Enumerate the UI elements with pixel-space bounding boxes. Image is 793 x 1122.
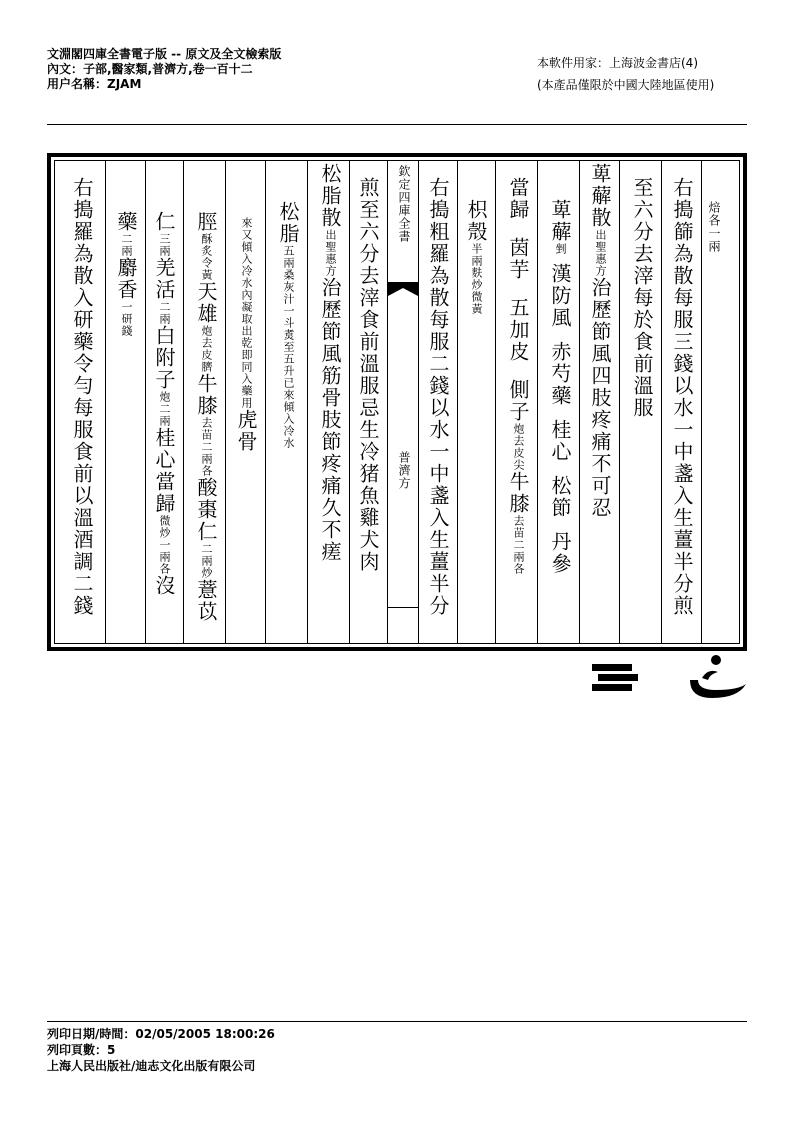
annotation-note: 焙各一兩 (707, 201, 721, 253)
column-text: 桂心 (152, 427, 176, 471)
column-text: 牛膝 (506, 471, 530, 515)
header-right (537, 52, 714, 96)
column-text: 側子 (506, 379, 530, 423)
header-divider (47, 124, 747, 125)
text-column-3 (147, 161, 183, 643)
column-text: 萆薢 (548, 199, 572, 243)
column-text: 天雄 (194, 281, 218, 325)
annotation-note: 去苗二兩各 (200, 417, 213, 477)
annotation-note: 一研錢 (120, 301, 133, 337)
column-rule (349, 161, 350, 643)
text-column-12 (539, 161, 579, 643)
text-column-2 (107, 161, 145, 643)
column-text: 桂心 (548, 419, 572, 463)
column-text: 羌活 (152, 257, 176, 301)
column-rule (661, 161, 662, 643)
column-text: 脛 (194, 211, 218, 233)
text-column-13 (581, 161, 619, 643)
annotation-note: 五兩桑灰汁一斗煑至五升已來傾入冷水 (282, 245, 295, 449)
header-username: 用户名稱：ZJAM (47, 77, 142, 91)
column-rule (145, 161, 146, 643)
column-text: 右搗羅為散入研藥令勻每服食前以溫酒調二錢 (70, 177, 94, 617)
column-text: 薏苡 (194, 579, 218, 623)
annotation-note: 剉 (554, 243, 567, 255)
center-fold-band (387, 161, 419, 643)
column-text: 萆薢散 (588, 163, 612, 229)
column-text: 松脂 (276, 201, 300, 245)
annotation-note: 微炒一兩各 (158, 515, 171, 575)
annotation-note: 二兩 (158, 301, 171, 325)
text-column-1 (61, 161, 101, 643)
text-column-10 (459, 161, 495, 643)
column-text: 仁 (152, 211, 176, 233)
text-column-16 (703, 161, 733, 643)
column-rule (183, 161, 184, 643)
column-text: 酸棗仁 (194, 477, 218, 543)
fish-tail-mark (388, 281, 418, 295)
column-text: 右搗篩為散每服三錢以水一中盞入生薑半分煎 (670, 177, 694, 617)
text-column-5 (227, 161, 265, 643)
annotation-note: 來又傾入冷水內凝取出乾即同入藥用 (240, 217, 253, 409)
column-text: 枳殼 (464, 199, 488, 243)
column-text: 牛膝 (194, 373, 218, 417)
column-text: 赤芍藥 (548, 341, 572, 407)
publisher-logo-icon (590, 650, 750, 704)
text-column-7 (309, 161, 349, 643)
column-text: 茵芋 (506, 237, 530, 281)
column-text: 煎至六分去滓食前溫服忌生冷猪魚雞犬肉 (356, 177, 380, 573)
column-text: 虎骨 (234, 409, 258, 453)
annotation-note: 炮去皮臍 (200, 325, 213, 373)
fish-tail-icon (388, 282, 418, 296)
print-page-count: 列印頁數：5 (47, 1043, 116, 1057)
column-rule (225, 161, 226, 643)
column-rule (619, 161, 620, 643)
annotation-note: 出聖惠方 (594, 229, 607, 277)
text-column-9 (417, 161, 457, 643)
annotation-note: 半兩麩炒微黃 (470, 243, 483, 315)
column-text: 丹參 (548, 531, 572, 575)
column-text: 治歷節風四肢疼痛不可忍 (588, 277, 612, 519)
annotation-note: 三兩 (158, 233, 171, 257)
annotation-note: 炮二兩 (158, 391, 171, 427)
header-region-note: (本產品僅限於中國大陸地區使用) (537, 78, 715, 92)
column-text: 漢防風 (548, 263, 572, 329)
column-rule (495, 161, 496, 643)
footer-divider (47, 1021, 747, 1022)
annotation-note: 酥炙令黃 (200, 233, 213, 281)
band-title: 欽定四庫全書 (397, 165, 411, 243)
column-text: 松脂散 (318, 163, 342, 229)
header-title: 文淵閣四庫全書電子版 -- 原文及全文檢索版 (47, 47, 282, 61)
annotation-note: 二兩炒 (200, 543, 213, 579)
print-datetime: 列印日期/時間：02/05/2005 18:00:26 (47, 1027, 275, 1041)
publisher-credit: 上海人民出版社/迪志文化出版有限公司 (47, 1059, 256, 1073)
column-rule (307, 161, 308, 643)
text-column-11 (497, 161, 537, 643)
column-text: 治歷節風筋骨肢節疼痛久不瘥 (318, 277, 342, 563)
column-text: 當歸 (152, 471, 176, 515)
annotation-note: 出聖惠方 (324, 229, 337, 277)
column-text: 當歸 (506, 177, 530, 221)
column-rule (537, 161, 538, 643)
column-text: 五加皮 (506, 297, 530, 363)
text-column-8 (351, 161, 387, 643)
text-column-14 (621, 161, 661, 643)
header-left (47, 47, 281, 92)
page-text-area (54, 160, 740, 644)
text-column-6 (267, 161, 307, 643)
footer (47, 1026, 275, 1074)
column-text: 松節 (548, 475, 572, 519)
annotation-note: 去苗二兩各 (512, 515, 525, 575)
text-column-4 (185, 161, 225, 643)
column-text: 藥 (114, 211, 138, 233)
column-rule (579, 161, 580, 643)
header-licensee: 本軟件用家：上海波金書店(4) (537, 56, 698, 70)
annotation-note: 二兩 (120, 233, 133, 257)
band-rule (388, 607, 418, 608)
column-text: 右搗粗羅為散每服二錢以水一中盞入生薑半分 (426, 177, 450, 617)
annotation-note: 炮去皮尖 (512, 423, 525, 471)
header-content-path: 內文：子部,醫家類,普濟方,卷一百十二 (47, 62, 253, 76)
column-rule (265, 161, 266, 643)
band-book-title: 普濟方 (397, 451, 411, 490)
column-text: 沒 (152, 575, 176, 597)
column-rule (457, 161, 458, 643)
column-text: 白附子 (152, 325, 176, 391)
column-text: 麝香 (114, 257, 138, 301)
page-frame (47, 153, 747, 651)
text-column-15 (663, 161, 701, 643)
column-text: 至六分去滓每於食前溫服 (630, 177, 654, 419)
column-rule (105, 161, 106, 643)
column-rule (701, 161, 702, 643)
